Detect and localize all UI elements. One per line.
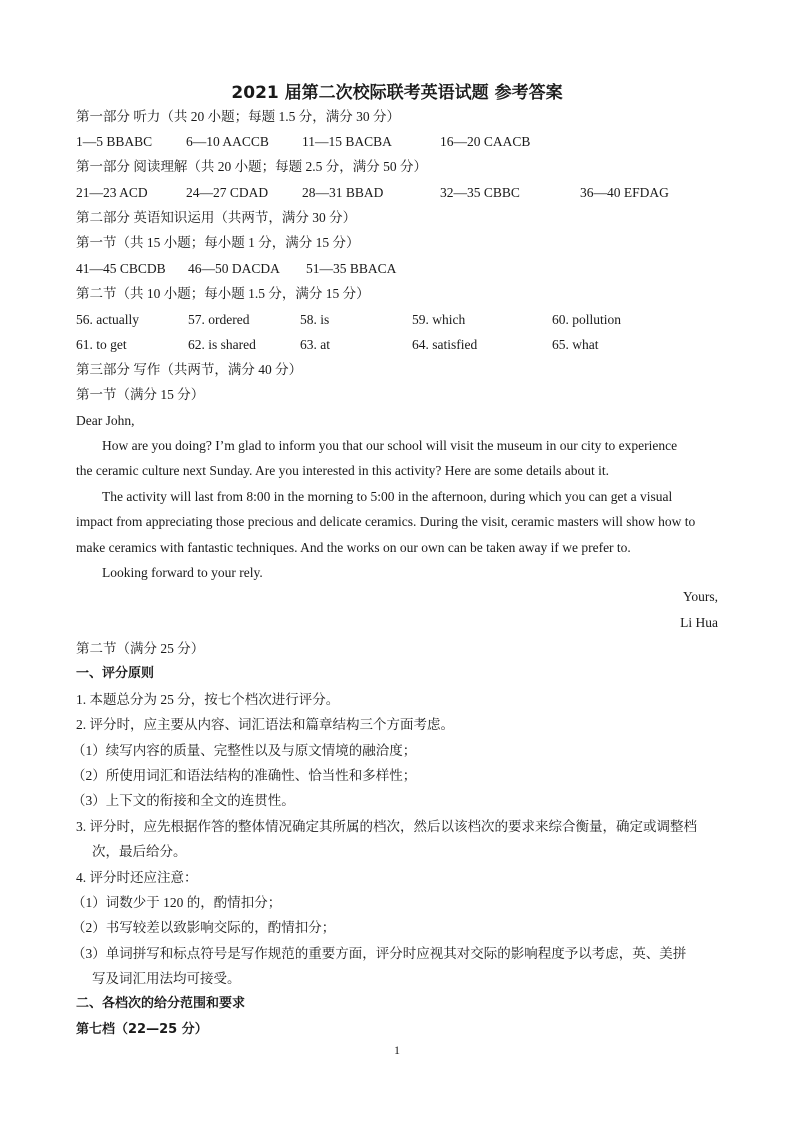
answer-group: 41—45 CBCDB [76, 261, 166, 276]
principle-item: 2. 评分时，应主要从内容、词汇语法和篇章结构三个方面考虑。 [76, 717, 454, 732]
principle-item: 4. 评分时还应注意： [76, 870, 198, 885]
level7-heading: 第七档（22—25 分） [76, 1022, 208, 1037]
letter-paragraph-line: impact from appreciating those precious and delicate ceramics. During the visit, ceramic masters will show how to [76, 514, 696, 529]
part2-sec1-heading: 第一节（共 15 小题；每小题 1 分，满分 15 分） [76, 235, 360, 250]
part1b-heading: 第一部分 阅读理解（共 20 小题；每题 2.5 分，满分 50 分） [76, 159, 427, 174]
principle-subitem: （2）书写较差以致影响交际的，酌情扣分； [72, 920, 336, 935]
letter-closing: Yours, [682, 589, 718, 604]
answer-group: 11—15 BACBA [302, 134, 392, 149]
principle-subitem: （3）单词拼写和标点符号是写作规范的重要方面，评分时应视其对交际的影响程度予以考虑，英、美拼 [72, 946, 687, 961]
answer-group: 36—40 EFDAG [580, 185, 669, 200]
answer-group: 6—10 AACCB [186, 134, 269, 149]
answer-item: 61. to get [76, 337, 127, 352]
principle-subitem: （2）所使用词汇和语法结构的准确性、恰当性和多样性； [72, 768, 417, 783]
part3-heading: 第三部分 写作（共两节，满分 40 分） [76, 362, 303, 377]
answer-group: 21—23 ACD [76, 185, 148, 200]
principles-heading: 一、评分原则 [76, 666, 155, 681]
principle-subitem: （1）词数少于 120 的，酌情扣分； [72, 895, 282, 910]
letter-paragraph-line: Looking forward to your rely. [102, 565, 263, 580]
part2-sec2-heading: 第二节（共 10 小题；每小题 1.5 分，满分 15 分） [76, 286, 370, 301]
principle-subitem-continuation: 写及词汇用法均可接受。 [92, 971, 241, 986]
letter-paragraph-line: How are you doing? I’m glad to inform you that our school will visit the museum in our city to experience [102, 438, 678, 453]
letter-greeting: Dear John, [76, 413, 135, 428]
answer-item: 64. satisfied [412, 337, 478, 352]
part3-sec2-heading: 第二节（满分 25 分） [76, 641, 205, 656]
answer-item: 60. pollution [552, 312, 622, 327]
principle-item-continuation: 次，最后给分。 [92, 844, 187, 859]
page-title: 2021 届第二次校际联考英语试题 参考答案 [231, 83, 563, 103]
principle-subitem: （1）续写内容的质量、完整性以及与原文情境的融洽度； [72, 743, 417, 758]
answer-group: 1—5 BBABC [76, 134, 153, 149]
answer-item: 59. which [412, 312, 466, 327]
letter-paragraph-line: make ceramics with fantastic techniques. And the works on our own can be taken away if we prefer to. [76, 540, 631, 555]
answer-group: 28—31 BBAD [302, 185, 384, 200]
part1-heading: 第一部分 听力（共 20 小题；每题 1.5 分，满分 30 分） [76, 109, 400, 124]
answer-group: 51—35 BBACA [306, 261, 397, 276]
answer-item: 58. is [300, 312, 330, 327]
answer-group: 16—20 CAACB [440, 134, 531, 149]
answer-item: 56. actually [76, 312, 139, 327]
letter-paragraph-line: the ceramic culture next Sunday. Are you interested in this activity? Here are some details about it. [76, 463, 609, 478]
principle-item: 1. 本题总分为 25 分，按七个档次进行评分。 [76, 692, 340, 707]
levels-heading: 二、各档次的给分范围和要求 [76, 996, 246, 1011]
part3-sec1-heading: 第一节（满分 15 分） [76, 387, 205, 402]
answer-item: 62. is shared [188, 337, 256, 352]
page-number: 1 [394, 1043, 400, 1057]
part2-heading: 第二部分 英语知识运用（共两节，满分 30 分） [76, 210, 357, 225]
answer-group: 24—27 CDAD [186, 185, 269, 200]
answer-group: 46—50 DACDA [188, 261, 280, 276]
letter-paragraph-line: The activity will last from 8:00 in the morning to 5:00 in the afternoon, during which you can get a visual [102, 489, 673, 504]
answer-group: 32—35 CBBC [440, 185, 520, 200]
answer-item: 57. ordered [188, 312, 250, 327]
answer-item: 65. what [552, 337, 599, 352]
answer-item: 63. at [300, 337, 330, 352]
principle-item: 3. 评分时，应先根据作答的整体情况确定其所属的档次，然后以该档次的要求来综合衡量，确定或调整档 [76, 819, 697, 834]
letter-signature: Li Hua [680, 615, 718, 630]
principle-subitem: （3）上下文的衔接和全文的连贯性。 [72, 793, 295, 808]
